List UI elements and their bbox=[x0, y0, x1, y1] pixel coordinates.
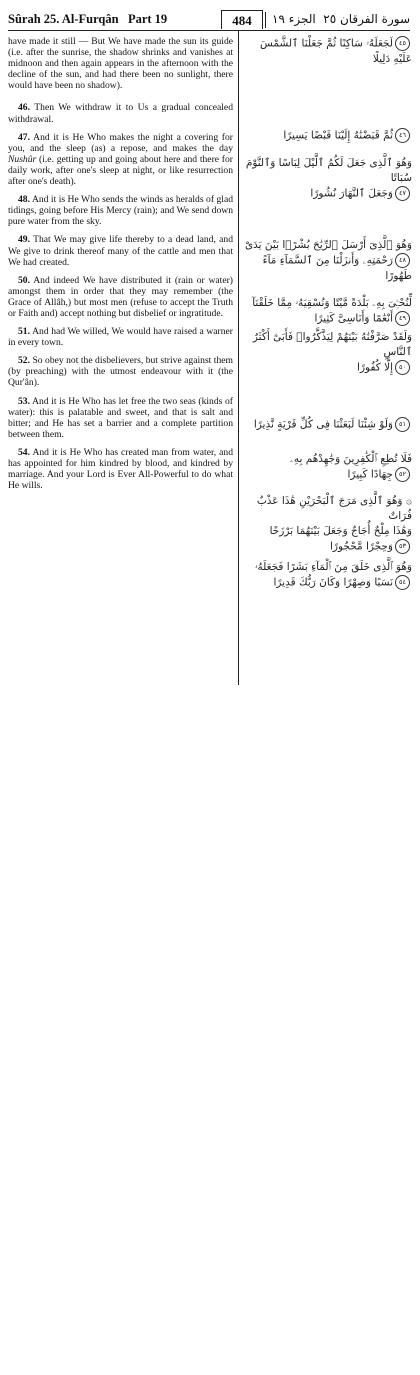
ayah-end-marker: ٥٢ bbox=[395, 467, 410, 482]
ayah-end-marker: ٥٣ bbox=[395, 539, 410, 554]
arabic-line: أَنْعَٰمًا وَأَنَاسِىَّ كَثِيرًا bbox=[314, 312, 393, 325]
ayah-end-marker: ٥٠ bbox=[395, 360, 410, 375]
arabic-line: إِلَّا كُفُورًا bbox=[357, 361, 393, 374]
juz-label-arabic: الجزء ١٩ bbox=[272, 12, 316, 26]
arabic-line: ۞ وَهُوَ ٱلَّذِى مَرَجَ ٱلْبَحْرَيْنِ هَٰذَا عَذْبٌ فُرَاتٌ bbox=[256, 495, 412, 522]
ayah-end-marker: ٤٦ bbox=[395, 128, 410, 143]
intro-paragraph: have made it still — But We have made the sun its guide (i.e. after the sunrise, the shadow shrinks and vanishes at midnoon and then again appears in the afternoon with the decline of the sun, and had there been no sunlight, there would have been no shadow). bbox=[8, 36, 233, 92]
arabic-line: وَهُوَ ٱلَّذِىٓ أَرْسَلَ ٱلرِّيَٰحَ بُشْرًۢا بَيْنَ يَدَىْ bbox=[244, 239, 412, 251]
verse-number: 47. bbox=[18, 131, 30, 143]
ayah-end-marker: ٥٤ bbox=[395, 575, 410, 590]
verse-46 bbox=[8, 102, 233, 124]
ayah-end-marker: ٤٥ bbox=[395, 36, 410, 51]
verse-number: 54. bbox=[18, 446, 30, 458]
verse-text: That We may give life thereby to a dead land, and We give to drink thereof many of the cattle and men that We had created. bbox=[8, 234, 233, 268]
verse-48 bbox=[8, 194, 233, 227]
verse-50 bbox=[8, 275, 233, 319]
verse-text: And it is He Who has let free the two seas (kinds of water): this is palatable and sweet, and that is salt and bitter; and He has set a barrier and a complete partition between them. bbox=[8, 395, 233, 440]
verse-text: And had We willed, We would have raised a warner in every town. bbox=[8, 326, 233, 349]
arabic-line: لَجَعَلَهُۥ سَاكِنًا ثُمَّ جَعَلْنَا ٱلشَّمْسَ عَلَيْهِ دَلِيلًا bbox=[260, 37, 412, 65]
verse-number: 53. bbox=[18, 395, 30, 407]
verse-number: 50. bbox=[18, 274, 30, 286]
arabic-ayah-53 bbox=[244, 494, 412, 555]
ayah-end-marker: ٤٧ bbox=[395, 186, 410, 201]
verse-number: 48. bbox=[18, 194, 30, 206]
verse-italic-term: Nushûr bbox=[8, 153, 37, 165]
verse-51 bbox=[8, 326, 233, 348]
verse-52 bbox=[8, 355, 233, 388]
page-header bbox=[8, 10, 410, 31]
verse-text: And indeed We have distributed it (rain or water) amongst them in order that they may remember (the Grace of Allâh,) but most men (refuse to accept the Truth or Faith and) accept nothing but disbelief or ingratitude. bbox=[8, 274, 233, 319]
arabic-line: نَسَبًا وَصِهْرًا وَكَانَ رَبُّكَ قَدِيرًا bbox=[273, 576, 393, 589]
arabic-line: جِهَادًا كَبِيرًا bbox=[347, 468, 393, 481]
arabic-ayah-48 bbox=[244, 238, 412, 284]
surah-label-arabic: سورة الفرقان ٢٥ bbox=[323, 12, 410, 26]
arabic-ayah-47 bbox=[244, 156, 412, 202]
page-number: 484 bbox=[221, 10, 263, 29]
english-translation bbox=[8, 36, 233, 498]
verse-number: 46. bbox=[18, 102, 30, 114]
arabic-ayah-49 bbox=[244, 296, 412, 327]
verse-text: And it is He Who makes the night a covering for you, and the sleep (as) a repose, and makes the day bbox=[8, 131, 233, 154]
verse-47 bbox=[8, 132, 233, 187]
arabic-line: وَهُوَ ٱلَّذِى جَعَلَ لَكُمُ ٱلَّيْلَ لِبَاسًا وَٱلنَّوْمَ سُبَاتًا bbox=[245, 157, 412, 184]
header-divider bbox=[265, 12, 266, 28]
arabic-line: وَهُوَ ٱلَّذِى خَلَقَ مِنَ ٱلْمَآءِ بَشَرًا فَجَعَلَهُۥ bbox=[254, 561, 412, 573]
verse-54 bbox=[8, 447, 233, 491]
arabic-line: وَحِجْرًا مَّحْجُورًا bbox=[330, 540, 393, 553]
verse-49 bbox=[8, 234, 233, 267]
verse-number: 49. bbox=[18, 234, 30, 246]
verse-53 bbox=[8, 396, 233, 440]
verse-number: 52. bbox=[18, 355, 30, 367]
verse-number: 51. bbox=[18, 326, 30, 338]
arabic-line: وَجَعَلَ ٱلنَّهَارَ نُشُورًا bbox=[310, 187, 393, 200]
arabic-ayah-45 bbox=[244, 36, 412, 67]
ayah-end-marker: ٤٨ bbox=[395, 253, 410, 268]
arabic-ayah-50 bbox=[244, 330, 412, 376]
ayah-end-marker: ٥١ bbox=[395, 417, 410, 432]
verse-text: And it is He Who has created man from water, and has appointed for him kindred by blood, and kindred by marriage. And your Lord is Ever All-Powerful to do what He wills. bbox=[8, 446, 233, 492]
part-label: Part 19 bbox=[127, 12, 168, 26]
arabic-ayah-46 bbox=[244, 128, 412, 144]
arabic-line: ثُمَّ قَبَضْنَٰهُ إِلَيْنَا قَبْضًا يَسِيرًا bbox=[283, 129, 393, 142]
surah-label: Sûrah 25. Al-Furqân bbox=[8, 12, 119, 26]
column-divider bbox=[238, 31, 239, 685]
ayah-end-marker: ٤٩ bbox=[395, 311, 410, 326]
verse-text: So obey not the disbelievers, but strive against them (by preaching) with the utmost endeavour with it (the Qur'ân). bbox=[8, 355, 233, 389]
arabic-ayah-54 bbox=[244, 560, 412, 591]
surah-part-label bbox=[8, 12, 167, 27]
arabic-line: لِّنُحْـِۧىَ بِهِۦ بَلْدَةً مَّيْتًا وَنُسْقِيَهُۥ مِمَّا خَلَقْنَآ bbox=[252, 297, 412, 309]
arabic-ayah-52 bbox=[244, 452, 412, 483]
arabic-line: وَهَٰذَا مِلْحٌ أُجَاجٌ وَجَعَلَ بَيْنَهُمَا بَرْزَخًا bbox=[269, 525, 412, 537]
verse-text: Then We withdraw it to Us a gradual concealed withdrawal. bbox=[8, 102, 233, 125]
arabic-line: وَلَوْ شِئْنَا لَبَعَثْنَا فِى كُلِّ قَرْيَةٍ نَّذِيرًا bbox=[253, 418, 393, 431]
arabic-ayah-51 bbox=[244, 417, 412, 433]
arabic-line: رَحْمَتِهِۦ وَأَنزَلْنَا مِنَ ٱلسَّمَآءِ مَآءً طَهُورًا bbox=[262, 254, 412, 282]
arabic-line: وَلَقَدْ صَرَّفْنَٰهُ بَيْنَهُمْ لِيَذَّكَّرُوا۟ فَأَبَىٰٓ أَكْثَرُ ٱلنَّاسِ bbox=[252, 331, 412, 358]
verse-text: And it is He Who sends the winds as heralds of glad tidings, going before His Mercy (rain); and We send down pure water from the sky. bbox=[8, 194, 234, 228]
arabic-line: فَلَا تُطِعِ ٱلْكَٰفِرِينَ وَجَٰهِدْهُم بِهِۦ bbox=[289, 453, 412, 465]
verse-text: (i.e. getting up and going about here and there for daily work, after one's sleep at night, or like resurrection after one's death). bbox=[8, 153, 233, 188]
